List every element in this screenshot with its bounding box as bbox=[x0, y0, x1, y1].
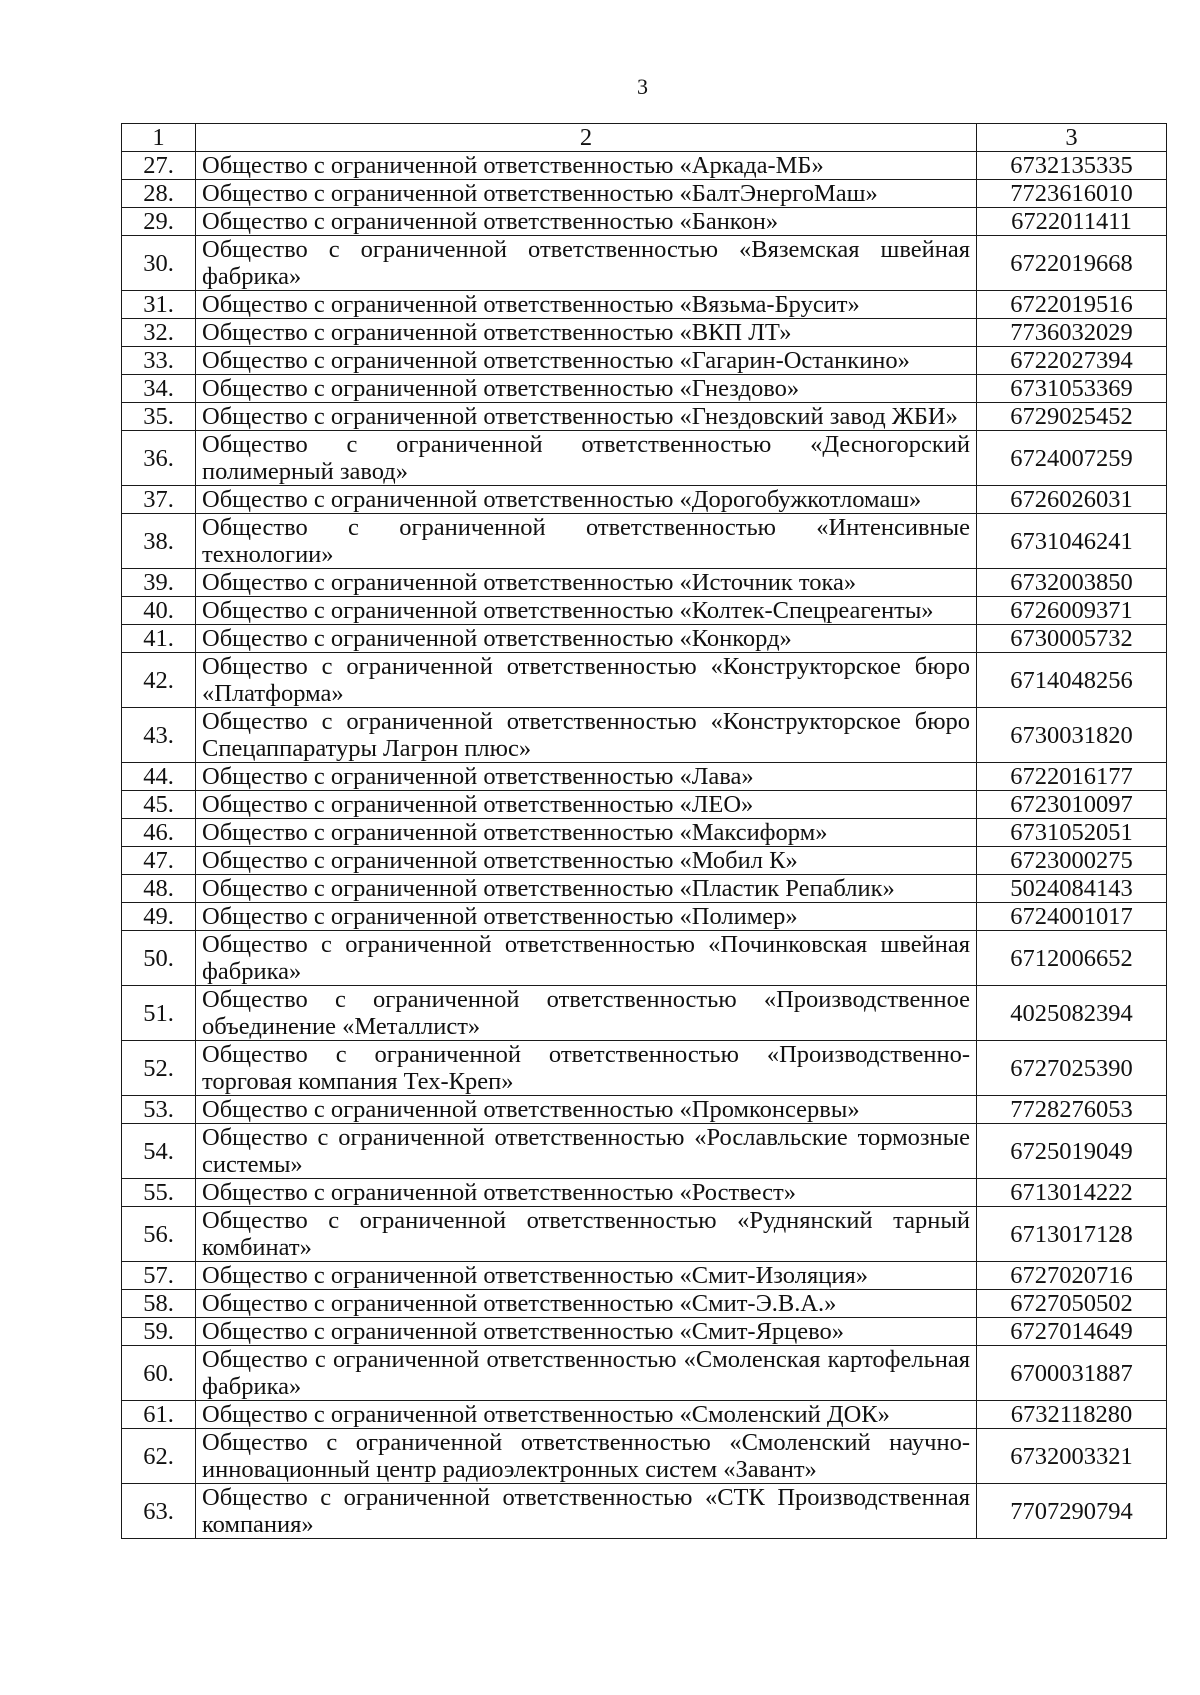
inn-cell: 6700031887 bbox=[977, 1346, 1167, 1401]
table-row bbox=[122, 1290, 1167, 1318]
row-number-cell: 61. bbox=[122, 1401, 196, 1429]
table-row bbox=[122, 1262, 1167, 1290]
column-header-number: 1 bbox=[122, 124, 196, 152]
table-row bbox=[122, 931, 1167, 986]
table-row bbox=[122, 1401, 1167, 1429]
organization-name-cell: Общество с ограниченной ответственностью «Колтек-Спецреагенты» bbox=[196, 597, 977, 625]
row-number-cell: 45. bbox=[122, 791, 196, 819]
inn-cell: 6730031820 bbox=[977, 708, 1167, 763]
organization-name-cell: Общество с ограниченной ответственностью «Промконсервы» bbox=[196, 1096, 977, 1124]
organization-name-cell: Общество с ограниченной ответственностью «Смоленский ДОК» bbox=[196, 1401, 977, 1429]
row-number-cell: 48. bbox=[122, 875, 196, 903]
inn-cell: 6727050502 bbox=[977, 1290, 1167, 1318]
table-row bbox=[122, 1041, 1167, 1096]
row-number-cell: 41. bbox=[122, 625, 196, 653]
row-number-cell: 42. bbox=[122, 653, 196, 708]
inn-cell: 6725019049 bbox=[977, 1124, 1167, 1179]
inn-cell: 7707290794 bbox=[977, 1484, 1167, 1539]
inn-cell: 7728276053 bbox=[977, 1096, 1167, 1124]
organization-name-cell: Общество с ограниченной ответственностью «Производственное объединение «Металлист» bbox=[196, 986, 977, 1041]
row-number-cell: 54. bbox=[122, 1124, 196, 1179]
table-row bbox=[122, 208, 1167, 236]
row-number-cell: 50. bbox=[122, 931, 196, 986]
table-row bbox=[122, 708, 1167, 763]
organization-name-cell: Общество с ограниченной ответственностью «Максиформ» bbox=[196, 819, 977, 847]
table-row bbox=[122, 1429, 1167, 1484]
inn-cell: 6724001017 bbox=[977, 903, 1167, 931]
table-row bbox=[122, 1207, 1167, 1262]
organization-name-cell: Общество с ограниченной ответственностью «Лава» bbox=[196, 763, 977, 791]
inn-cell: 6722011411 bbox=[977, 208, 1167, 236]
table-row bbox=[122, 403, 1167, 431]
organization-name-cell: Общество с ограниченной ответственностью «Конструкторское бюро Спецаппаратуры Лагрон плюс» bbox=[196, 708, 977, 763]
table-row bbox=[122, 653, 1167, 708]
organization-name-cell: Общество с ограниченной ответственностью «Производственно-торговая компания Тех-Креп» bbox=[196, 1041, 977, 1096]
row-number-cell: 47. bbox=[122, 847, 196, 875]
row-number-cell: 57. bbox=[122, 1262, 196, 1290]
row-number-cell: 44. bbox=[122, 763, 196, 791]
organization-name-cell: Общество с ограниченной ответственностью «Конкорд» bbox=[196, 625, 977, 653]
row-number-cell: 58. bbox=[122, 1290, 196, 1318]
column-header-inn: 3 bbox=[977, 124, 1167, 152]
organizations-table bbox=[121, 123, 1167, 1539]
organization-name-cell: Общество с ограниченной ответственностью «ЛЕО» bbox=[196, 791, 977, 819]
table-row bbox=[122, 514, 1167, 569]
inn-cell: 7723616010 bbox=[977, 180, 1167, 208]
row-number-cell: 30. bbox=[122, 236, 196, 291]
inn-cell: 6713014222 bbox=[977, 1179, 1167, 1207]
table-row bbox=[122, 625, 1167, 653]
inn-cell: 6722019516 bbox=[977, 291, 1167, 319]
row-number-cell: 35. bbox=[122, 403, 196, 431]
organization-name-cell: Общество с ограниченной ответственностью «Починковская швейная фабрика» bbox=[196, 931, 977, 986]
row-number-cell: 62. bbox=[122, 1429, 196, 1484]
table-row bbox=[122, 875, 1167, 903]
inn-cell: 6732135335 bbox=[977, 152, 1167, 180]
inn-cell: 6726026031 bbox=[977, 486, 1167, 514]
inn-cell: 6732003850 bbox=[977, 569, 1167, 597]
inn-cell: 6731053369 bbox=[977, 375, 1167, 403]
organization-name-cell: Общество с ограниченной ответственностью «Гнездово» bbox=[196, 375, 977, 403]
inn-cell: 6727014649 bbox=[977, 1318, 1167, 1346]
row-number-cell: 33. bbox=[122, 347, 196, 375]
organization-name-cell: Общество с ограниченной ответственностью «Дорогобужкотломаш» bbox=[196, 486, 977, 514]
inn-cell: 7736032029 bbox=[977, 319, 1167, 347]
inn-cell: 6722019668 bbox=[977, 236, 1167, 291]
row-number-cell: 40. bbox=[122, 597, 196, 625]
table-row bbox=[122, 347, 1167, 375]
row-number-cell: 34. bbox=[122, 375, 196, 403]
inn-cell: 6712006652 bbox=[977, 931, 1167, 986]
table-row bbox=[122, 1318, 1167, 1346]
inn-cell: 6724007259 bbox=[977, 431, 1167, 486]
organization-name-cell: Общество с ограниченной ответственностью «Вяземская швейная фабрика» bbox=[196, 236, 977, 291]
table-row bbox=[122, 1179, 1167, 1207]
inn-cell: 6722016177 bbox=[977, 763, 1167, 791]
organization-name-cell: Общество с ограниченной ответственностью «Смоленская картофельная фабрика» bbox=[196, 1346, 977, 1401]
table-row bbox=[122, 847, 1167, 875]
table-row bbox=[122, 819, 1167, 847]
inn-cell: 5024084143 bbox=[977, 875, 1167, 903]
table-row bbox=[122, 1096, 1167, 1124]
table-row bbox=[122, 180, 1167, 208]
table-row bbox=[122, 791, 1167, 819]
table-row bbox=[122, 1484, 1167, 1539]
table-row bbox=[122, 236, 1167, 291]
table-row bbox=[122, 986, 1167, 1041]
organization-name-cell: Общество с ограниченной ответственностью «Смит-Э.В.А.» bbox=[196, 1290, 977, 1318]
table-row bbox=[122, 569, 1167, 597]
organization-name-cell: Общество с ограниченной ответственностью «Смоленский научно-инновационный центр радиоэлектронных систем «Завант» bbox=[196, 1429, 977, 1484]
organization-name-cell: Общество с ограниченной ответственностью «Полимер» bbox=[196, 903, 977, 931]
inn-cell: 6731052051 bbox=[977, 819, 1167, 847]
inn-cell: 6723000275 bbox=[977, 847, 1167, 875]
row-number-cell: 43. bbox=[122, 708, 196, 763]
organization-name-cell: Общество с ограниченной ответственностью «Пластик Репаблик» bbox=[196, 875, 977, 903]
table-row bbox=[122, 319, 1167, 347]
inn-cell: 6713017128 bbox=[977, 1207, 1167, 1262]
organization-name-cell: Общество с ограниченной ответственностью «Руднянский тарный комбинат» bbox=[196, 1207, 977, 1262]
inn-cell: 6730005732 bbox=[977, 625, 1167, 653]
row-number-cell: 63. bbox=[122, 1484, 196, 1539]
table-row bbox=[122, 431, 1167, 486]
organization-name-cell: Общество с ограниченной ответственностью «Смит-Изоляция» bbox=[196, 1262, 977, 1290]
organization-name-cell: Общество с ограниченной ответственностью «Источник тока» bbox=[196, 569, 977, 597]
organization-name-cell: Общество с ограниченной ответственностью «СТК Производственная компания» bbox=[196, 1484, 977, 1539]
organization-name-cell: Общество с ограниченной ответственностью «Банкон» bbox=[196, 208, 977, 236]
row-number-cell: 56. bbox=[122, 1207, 196, 1262]
inn-cell: 4025082394 bbox=[977, 986, 1167, 1041]
inn-cell: 6729025452 bbox=[977, 403, 1167, 431]
row-number-cell: 49. bbox=[122, 903, 196, 931]
organization-name-cell: Общество с ограниченной ответственностью «Гнездовский завод ЖБИ» bbox=[196, 403, 977, 431]
row-number-cell: 39. bbox=[122, 569, 196, 597]
inn-cell: 6731046241 bbox=[977, 514, 1167, 569]
organization-name-cell: Общество с ограниченной ответственностью «Аркада-МБ» bbox=[196, 152, 977, 180]
organization-name-cell: Общество с ограниченной ответственностью «Вязьма-Брусит» bbox=[196, 291, 977, 319]
row-number-cell: 36. bbox=[122, 431, 196, 486]
inn-cell: 6714048256 bbox=[977, 653, 1167, 708]
organization-name-cell: Общество с ограниченной ответственностью «ВКП ЛТ» bbox=[196, 319, 977, 347]
organization-name-cell: Общество с ограниченной ответственностью «БалтЭнергоМаш» bbox=[196, 180, 977, 208]
organization-name-cell: Общество с ограниченной ответственностью «Смит-Ярцево» bbox=[196, 1318, 977, 1346]
organization-name-cell: Общество с ограниченной ответственностью «Мобил К» bbox=[196, 847, 977, 875]
row-number-cell: 52. bbox=[122, 1041, 196, 1096]
row-number-cell: 60. bbox=[122, 1346, 196, 1401]
row-number-cell: 51. bbox=[122, 986, 196, 1041]
row-number-cell: 27. bbox=[122, 152, 196, 180]
organization-name-cell: Общество с ограниченной ответственностью «Рославльские тормозные системы» bbox=[196, 1124, 977, 1179]
row-number-cell: 59. bbox=[122, 1318, 196, 1346]
organization-name-cell: Общество с ограниченной ответственностью «Гагарин-Останкино» bbox=[196, 347, 977, 375]
row-number-cell: 32. bbox=[122, 319, 196, 347]
inn-cell: 6723010097 bbox=[977, 791, 1167, 819]
organization-name-cell: Общество с ограниченной ответственностью «Десногорский полимерный завод» bbox=[196, 431, 977, 486]
table-row bbox=[122, 1346, 1167, 1401]
organization-name-cell: Общество с ограниченной ответственностью «Интенсивные технологии» bbox=[196, 514, 977, 569]
table-header-row bbox=[122, 124, 1167, 152]
row-number-cell: 38. bbox=[122, 514, 196, 569]
row-number-cell: 29. bbox=[122, 208, 196, 236]
inn-cell: 6722027394 bbox=[977, 347, 1167, 375]
row-number-cell: 55. bbox=[122, 1179, 196, 1207]
inn-cell: 6727025390 bbox=[977, 1041, 1167, 1096]
table-row bbox=[122, 597, 1167, 625]
inn-cell: 6732003321 bbox=[977, 1429, 1167, 1484]
table-row bbox=[122, 291, 1167, 319]
page-number: 3 bbox=[637, 74, 648, 99]
column-header-name: 2 bbox=[196, 124, 977, 152]
row-number-cell: 53. bbox=[122, 1096, 196, 1124]
table-row bbox=[122, 486, 1167, 514]
organization-name-cell: Общество с ограниченной ответственностью «Конструкторское бюро «Платформа» bbox=[196, 653, 977, 708]
organization-name-cell: Общество с ограниченной ответственностью «Роствест» bbox=[196, 1179, 977, 1207]
table-row bbox=[122, 903, 1167, 931]
table-row bbox=[122, 375, 1167, 403]
inn-cell: 6732118280 bbox=[977, 1401, 1167, 1429]
table-row bbox=[122, 1124, 1167, 1179]
inn-cell: 6727020716 bbox=[977, 1262, 1167, 1290]
table-row bbox=[122, 763, 1167, 791]
table-row bbox=[122, 152, 1167, 180]
table-body bbox=[122, 124, 1167, 1539]
row-number-cell: 37. bbox=[122, 486, 196, 514]
inn-cell: 6726009371 bbox=[977, 597, 1167, 625]
row-number-cell: 46. bbox=[122, 819, 196, 847]
row-number-cell: 28. bbox=[122, 180, 196, 208]
row-number-cell: 31. bbox=[122, 291, 196, 319]
